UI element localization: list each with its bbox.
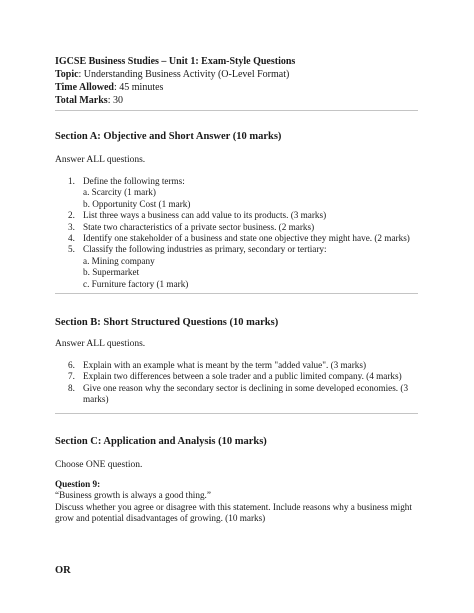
question-text: State two characteristics of a private sector business. (2 marks): [83, 221, 315, 232]
sub-question: c. Furniture factory (1 mark): [83, 278, 189, 289]
question-text: List three ways a business can add value to its products. (3 marks): [83, 210, 327, 221]
section-a-questions: [55, 176, 425, 290]
question-text: Define the following terms:: [83, 176, 185, 186]
marks-label: Total Marks: [55, 95, 108, 106]
question-8: [55, 383, 425, 406]
topic-value: : Understanding Business Activity (O-Level Format): [78, 69, 290, 80]
divider: [55, 413, 418, 414]
sub-question: b. Opportunity Cost (1 mark): [83, 198, 191, 209]
question-6: [55, 360, 425, 371]
divider: [55, 293, 418, 294]
time-label: Time Allowed: [55, 82, 114, 93]
question-5: [55, 244, 425, 290]
divider: [55, 110, 418, 111]
question-3: [55, 222, 425, 233]
section-b-title: Section B: Short Structured Questions (10 marks): [55, 317, 279, 328]
question-text: Explain with an example what is meant by the term "added value". (3 marks): [83, 360, 367, 370]
topic-label: Topic: [55, 69, 79, 80]
question-9-quote: “Business growth is always a good thing.”: [55, 490, 211, 501]
question-4: [55, 233, 425, 244]
question-number: 1.: [68, 176, 75, 186]
question-9: [55, 479, 420, 525]
question-text: Explain two differences between a sole trader and a public limited company. (4 marks): [83, 371, 402, 382]
question-1: [55, 176, 425, 210]
marks-line: [55, 94, 295, 107]
sub-question: b. Supermarket: [83, 267, 140, 278]
section-c-title: Section C: Application and Analysis (10 marks): [55, 436, 267, 447]
section-c-instruction: Choose ONE question.: [55, 460, 143, 470]
section-b-instruction: Answer ALL questions.: [55, 339, 146, 349]
question-2: [55, 210, 425, 221]
exam-title: IGCSE Business Studies – Unit 1: Exam-Style Questions: [55, 56, 296, 67]
question-number: 2.: [68, 210, 75, 221]
question-text: Classify the following industries as primary, secondary or tertiary:: [83, 244, 327, 255]
marks-value: : 30: [107, 95, 123, 106]
question-number: 8.: [68, 382, 75, 393]
question-text: Identify one stakeholder of a business and state one objective they might have. (2 marks): [83, 233, 410, 244]
question-number: 3.: [68, 221, 75, 232]
or-label: OR: [55, 565, 71, 576]
question-9-label: Question 9:: [55, 479, 101, 489]
section-a-instruction: Answer ALL questions.: [55, 155, 146, 165]
question-text: Give one reason why the secondary sector is declining in some developed economies. (3 marks): [83, 382, 409, 405]
sub-question: a. Mining company: [83, 255, 155, 266]
question-number: 5.: [68, 244, 75, 255]
section-b-questions: [55, 360, 425, 406]
question-number: 7.: [68, 371, 75, 382]
time-value: : 45 minutes: [113, 82, 164, 93]
sub-question: a. Scarcity (1 mark): [83, 187, 156, 198]
time-line: [55, 81, 295, 94]
question-number: 4.: [68, 233, 75, 244]
exam-header: [55, 55, 295, 107]
question-number: 6.: [68, 360, 75, 370]
question-7: [55, 371, 425, 382]
question-9-text: Discuss whether you agree or disagree with this statement. Include reasons why a business might grow and potential disadvantages of growing. (10 marks): [55, 501, 412, 524]
topic-line: [55, 68, 295, 81]
section-a-title: Section A: Objective and Short Answer (10 marks): [55, 131, 282, 142]
